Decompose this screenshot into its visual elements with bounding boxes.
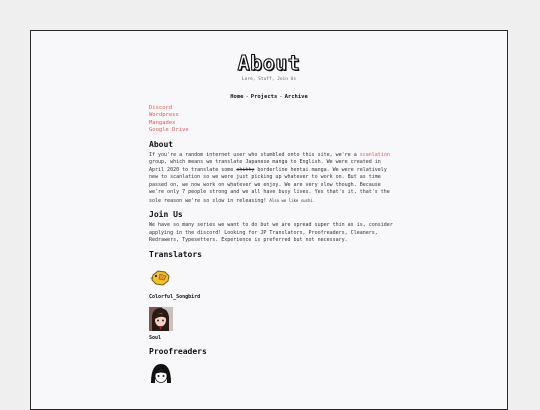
proofreaders-heading: Proofreaders	[149, 346, 207, 356]
scanlation-link[interactable]: scanlation	[359, 151, 390, 158]
mangadex-link[interactable]: Mangadex	[149, 119, 176, 126]
member-card	[149, 361, 394, 385]
nav-separator: -	[245, 94, 249, 100]
site-header	[31, 31, 507, 101]
wordpress-link[interactable]: Wordpress	[149, 112, 179, 119]
member-name: Colorful_Songbird	[149, 293, 201, 300]
about-heading: About	[149, 139, 174, 149]
member-card	[149, 307, 394, 342]
main-content	[149, 105, 394, 385]
page-tagline: Lore, Stuff, Join Us	[241, 77, 297, 82]
nav-archive-link[interactable]: Archive	[284, 94, 308, 100]
google-drive-link[interactable]: Google Drive	[149, 127, 189, 134]
yellow-bird-icon	[149, 266, 173, 290]
about-text-3: borderline hentai manga. We were relatively new to scanlation so we were just picking up whatever to work on. But as time passed on, we now work on whatever we enjoy. We are very slow though. Because we're only 7 people strong and we all have busy lives. Yes that's it, that's the sole reason we're so slow in releasing!	[149, 166, 390, 204]
about-paragraph	[149, 152, 394, 206]
black-hair-girl-avatar	[149, 361, 173, 385]
about-text-2: group, which means we translate Japanese manga to English. We were created in April 2020 to translate some	[149, 159, 381, 173]
nav-home-link[interactable]: Home	[230, 94, 244, 100]
page-container	[30, 30, 508, 410]
struck-word: shitty	[236, 166, 255, 173]
translators-heading: Translators	[149, 249, 202, 259]
join-heading: Join Us	[149, 210, 183, 220]
about-footnote: Also we like sushi.	[269, 197, 316, 203]
member-card	[149, 266, 394, 301]
nav-separator: -	[279, 94, 283, 100]
top-nav	[31, 93, 507, 101]
join-paragraph: We have so many series we want to do but we are spread super thin as is, consider applying in the discord! Looking for JP Translators, Proofreaders, Cleaners, Redrawers, Typesetters. Experience is preferred but not necessary.	[149, 222, 393, 244]
about-text-1: If you're a random internet user who stumbled onto this site, we're a	[149, 151, 357, 158]
discord-link[interactable]: Discord	[149, 105, 173, 111]
external-links	[149, 105, 394, 135]
member-name: Soul	[149, 334, 162, 341]
page-title: About	[237, 51, 301, 75]
anime-girl-avatar	[149, 307, 173, 331]
nav-projects-link[interactable]: Projects	[250, 94, 278, 100]
